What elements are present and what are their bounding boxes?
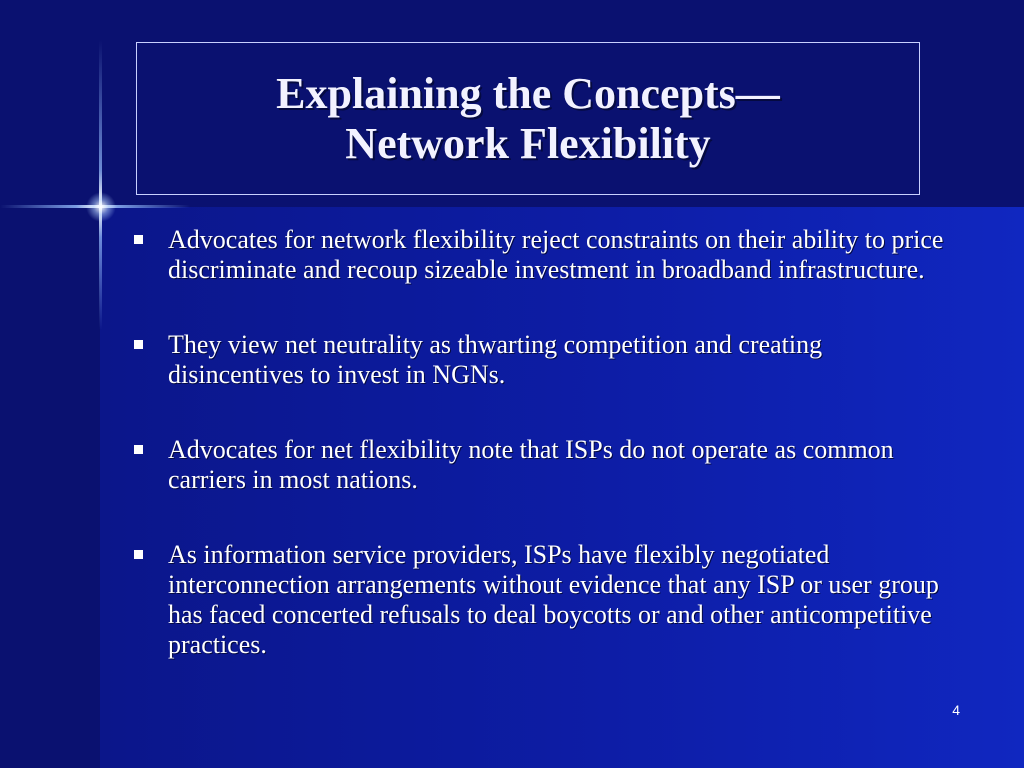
title-line-1: Explaining the Concepts— <box>276 68 780 118</box>
sparkle-vertical-line <box>99 40 102 330</box>
page-number: 4 <box>952 702 960 718</box>
title-frame <box>136 42 920 195</box>
bullet-item <box>130 435 960 495</box>
bullet-text: Advocates for net flexibility note that ISPs do not operate as common carriers in most nations. <box>168 435 894 494</box>
square-bullet-icon <box>134 550 143 559</box>
bullet-text: Advocates for network flexibility reject constraints on their ability to price discriminate and recoup sizeable investment in broadband infrastructure. <box>168 225 944 284</box>
left-margin-band <box>0 207 100 768</box>
square-bullet-icon <box>134 235 143 244</box>
bullet-item <box>130 225 960 285</box>
bullet-item <box>130 330 960 390</box>
bullet-text: They view net neutrality as thwarting competition and creating disincentives to invest in NGNs. <box>168 330 823 389</box>
bullet-list <box>130 225 960 705</box>
square-bullet-icon <box>134 340 143 349</box>
square-bullet-icon <box>134 445 143 454</box>
bullet-item <box>130 540 960 660</box>
slide-title <box>276 69 780 169</box>
bullet-text: As information service providers, ISPs have flexibly negotiated interconnection arrangements without evidence that any ISP or user group has faced concerted refusals to deal boycotts or and other anticompetitive practices. <box>168 540 939 659</box>
sparkle-star-icon <box>86 192 116 222</box>
title-line-2: Network Flexibility <box>345 118 711 168</box>
